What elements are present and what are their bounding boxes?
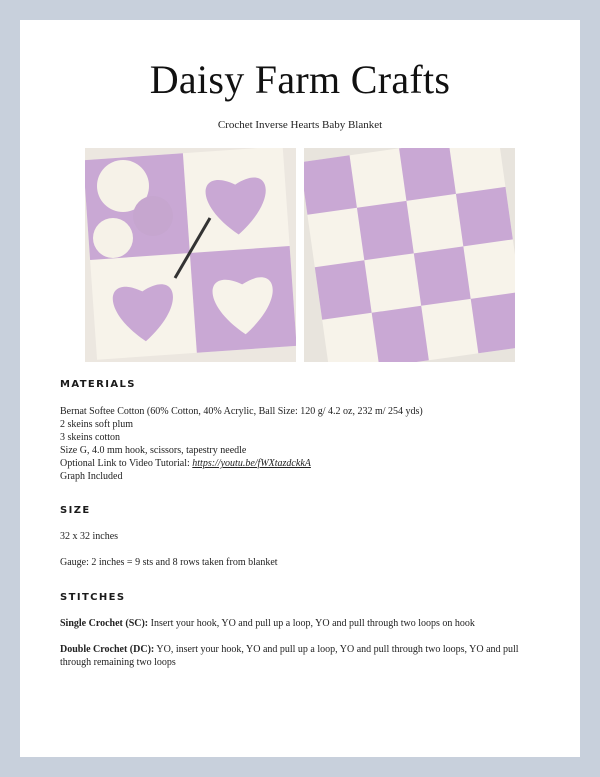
- dc-label: Double Crochet (DC):: [60, 644, 155, 655]
- blanket-photo-draped: [304, 148, 515, 362]
- stitches-heading: STITCHES: [60, 592, 126, 603]
- size-dimensions: 32 x 32 inches: [60, 531, 119, 542]
- video-link[interactable]: https://youtu.be/fWXtazdckkA: [192, 458, 311, 469]
- materials-tools: Size G, 4.0 mm hook, scissors, tapestry needle: [60, 445, 247, 456]
- video-label: Optional Link to Video Tutorial:: [60, 458, 193, 469]
- page-subtitle: Crochet Inverse Hearts Baby Blanket: [217, 119, 383, 131]
- sc-text: Insert your hook, YO and pull up a loop, YO and pull through two loops on hook: [148, 618, 475, 629]
- size-gauge: Gauge: 2 inches = 9 sts and 8 rows taken from blanket: [60, 557, 278, 568]
- materials-video: [60, 457, 550, 470]
- page-title: Daisy Farm Crafts: [149, 57, 451, 102]
- dc-text: YO, insert your hook, YO and pull up a loop, YO and pull through two loops, YO and pull through remaining two loops: [60, 644, 519, 668]
- blanket-photo-yarn: [85, 148, 296, 362]
- stitch-dc: [60, 643, 550, 669]
- materials-cotton: 3 skeins cotton: [60, 432, 120, 443]
- materials-heading: MATERIALS: [60, 379, 136, 390]
- materials-graph: Graph Included: [60, 471, 123, 482]
- stitch-sc: [60, 617, 550, 630]
- size-heading: SIZE: [60, 505, 91, 516]
- sc-label: Single Crochet (SC):: [60, 618, 149, 629]
- materials-yarn: Bernat Softee Cotton (60% Cotton, 40% Acrylic, Ball Size: 120 g/ 4.2 oz, 232 m/ 254 yds): [60, 406, 423, 417]
- materials-list: [60, 405, 550, 483]
- materials-plum: 2 skeins soft plum: [60, 419, 134, 430]
